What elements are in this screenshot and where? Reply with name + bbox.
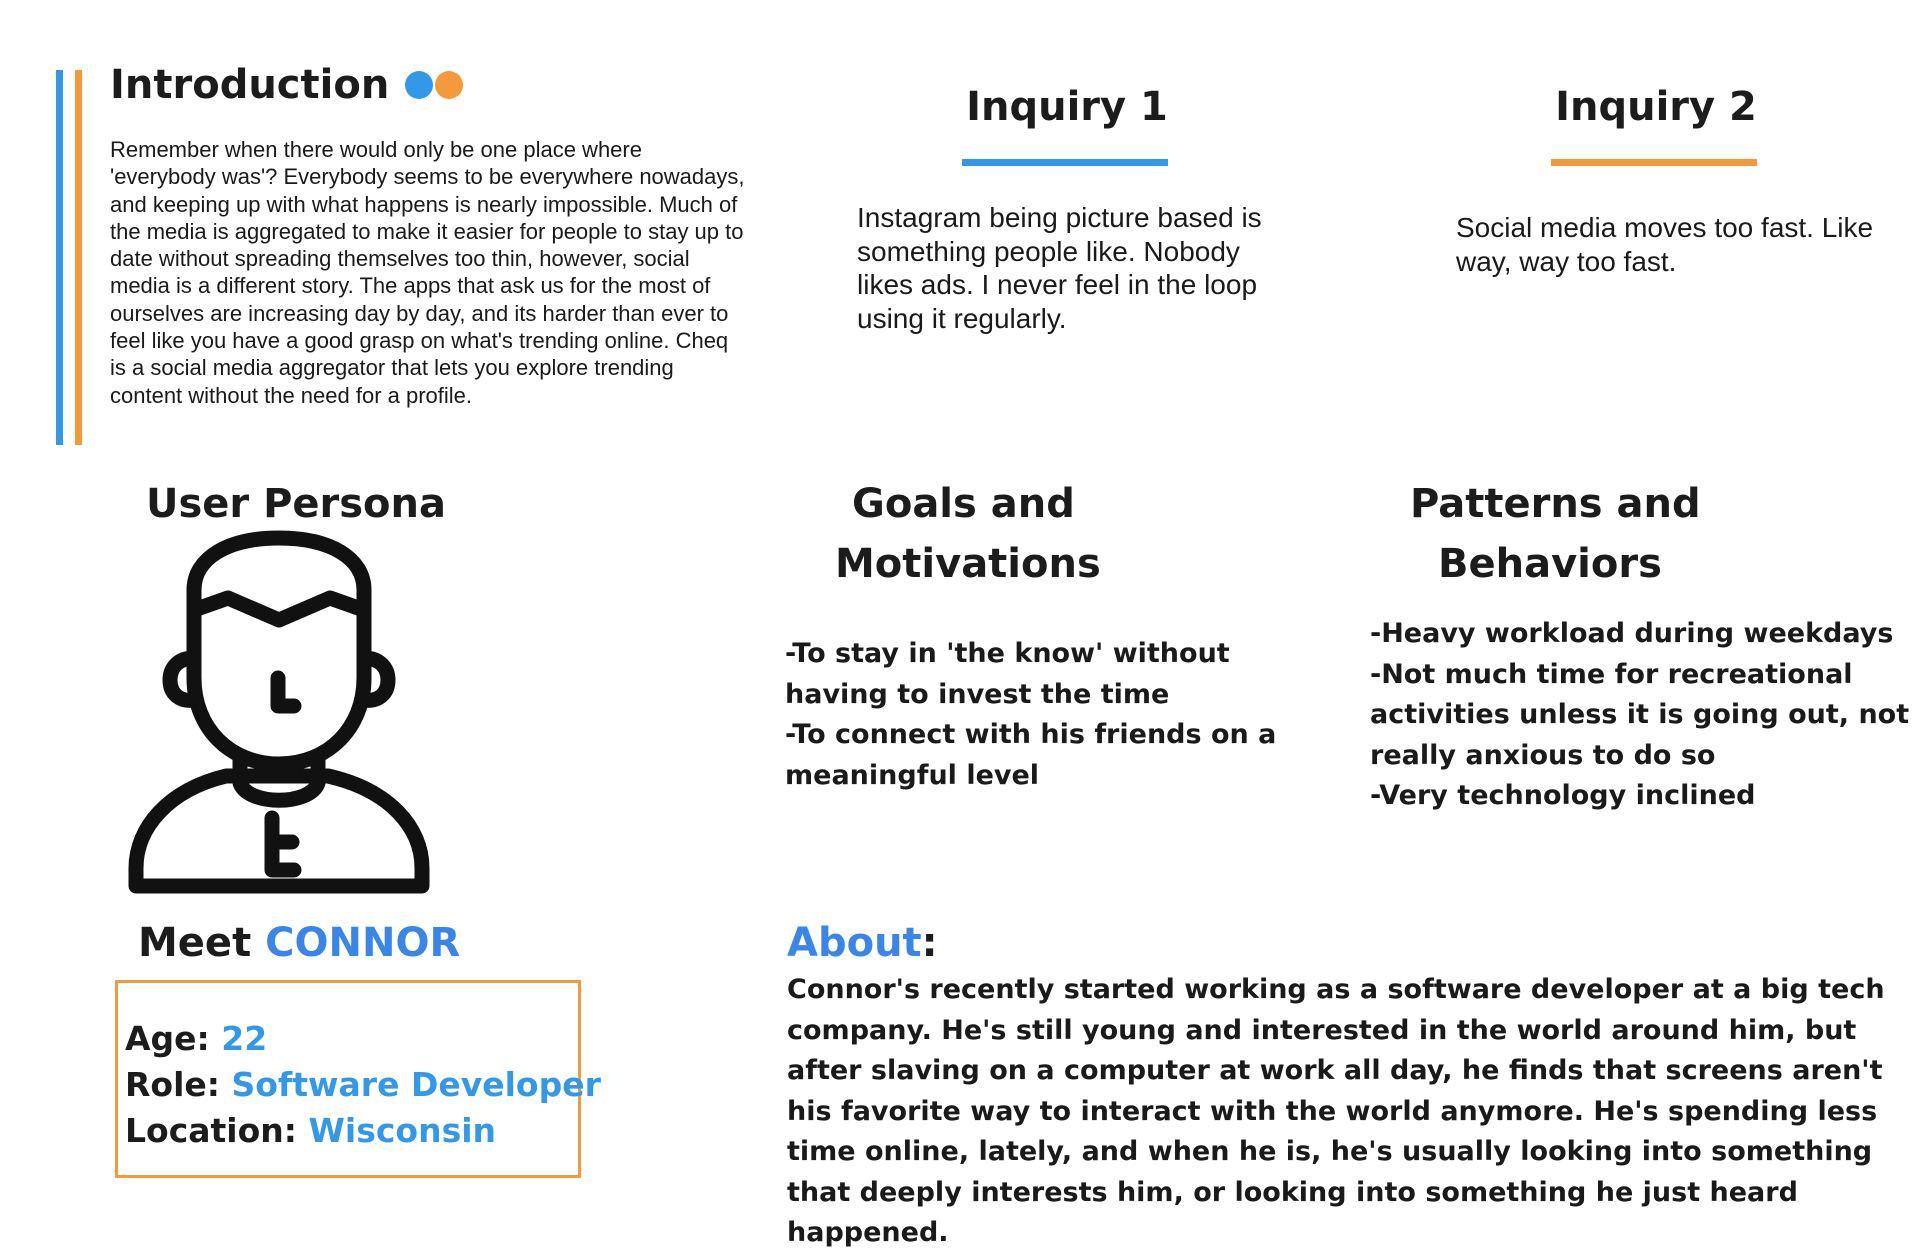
- patterns-title-line2: Behaviors: [1438, 541, 1662, 587]
- about-title: About: [787, 920, 922, 966]
- location-row: [125, 1108, 601, 1154]
- patterns-item: -Heavy workload during weekdays: [1370, 618, 1894, 649]
- about-heading: [787, 920, 938, 966]
- persona-title: User Persona: [146, 481, 446, 527]
- goals-item: having to invest the time: [785, 678, 1170, 710]
- inquiry1-text: Instagram being picture based is something people like. Nobody likes ads. I never feel in the loop using it regularly.: [857, 202, 1262, 334]
- goals-item: -To stay in 'the know' without: [785, 638, 1230, 669]
- orange-dot-icon: [435, 71, 463, 99]
- goals-title-line2: Motivations: [835, 541, 1101, 587]
- patterns-item: -Very technology inclined: [1370, 780, 1756, 811]
- patterns-item: -Not much time for recreational: [1370, 658, 1853, 690]
- location-value: Wisconsin: [308, 1111, 497, 1150]
- role-row: [125, 1062, 601, 1108]
- intro-body: Remember when there would only be one place where 'everybody was'? Everybody seems to be everywhere nowadays, and keeping up with what happens is nearly impossible. Much of the media is aggregated to make it easier for people to stay up to date without spreading themselves too thin, however, social media is a different story. The apps that ask us for the most of ourselves are increasing day by day, and its harder than ever to feel like you have a good grasp on what's trending online. Cheq is a social media aggregator that lets you explore trending content without the need for a profile.: [110, 137, 745, 408]
- blue-dot-icon: [405, 71, 433, 99]
- intro-heading: [110, 62, 463, 108]
- patterns-list: [1370, 614, 1909, 817]
- patterns-title-line1: Patterns and: [1410, 481, 1701, 527]
- goals-title-line1: Goals and: [852, 481, 1075, 527]
- persona-info: [125, 1016, 601, 1154]
- goals-item: meaningful level: [785, 759, 1040, 791]
- inquiry1-title: Inquiry 1: [966, 84, 1168, 130]
- role-label: Role:: [125, 1065, 220, 1104]
- about-colon: :: [921, 920, 938, 966]
- location-label: Location:: [125, 1111, 297, 1150]
- age-value: 22: [221, 1019, 268, 1058]
- intro-title: Introduction: [110, 62, 390, 108]
- inquiry2-text: Social media moves too fast. Like way, way too fast.: [1456, 212, 1874, 277]
- about-body: Connor's recently started working as a software developer at a big tech company. He's still young and interested in the world around him, but after slaving on a computer at work all day, he finds that screens aren't his favorite way to interact with the world anymore. He's spending less time online, lately, and when he is, he's usually looking into something that deeply interests him, or looking into something he just heard happened.: [787, 974, 1885, 1248]
- goals-item: -To connect with his friends on a: [785, 719, 1277, 750]
- patterns-item: activities unless it is going out, not: [1370, 699, 1910, 730]
- inquiry2-underline: [1551, 159, 1757, 166]
- inquiry1-underline: [962, 159, 1168, 166]
- meet-heading: [138, 920, 460, 966]
- inquiry2-title: Inquiry 2: [1555, 84, 1757, 130]
- meet-label: Meet: [138, 920, 252, 966]
- intro-accent-bar-orange: [75, 70, 82, 445]
- goals-list: [785, 634, 1276, 796]
- patterns-item: really anxious to do so: [1370, 739, 1716, 771]
- persona-name: CONNOR: [265, 920, 461, 966]
- intro-accent-bar-blue: [56, 70, 63, 445]
- role-value: Software Developer: [231, 1065, 601, 1104]
- user-avatar-icon: [128, 528, 430, 894]
- age-label: Age:: [125, 1019, 210, 1058]
- age-row: [125, 1016, 601, 1062]
